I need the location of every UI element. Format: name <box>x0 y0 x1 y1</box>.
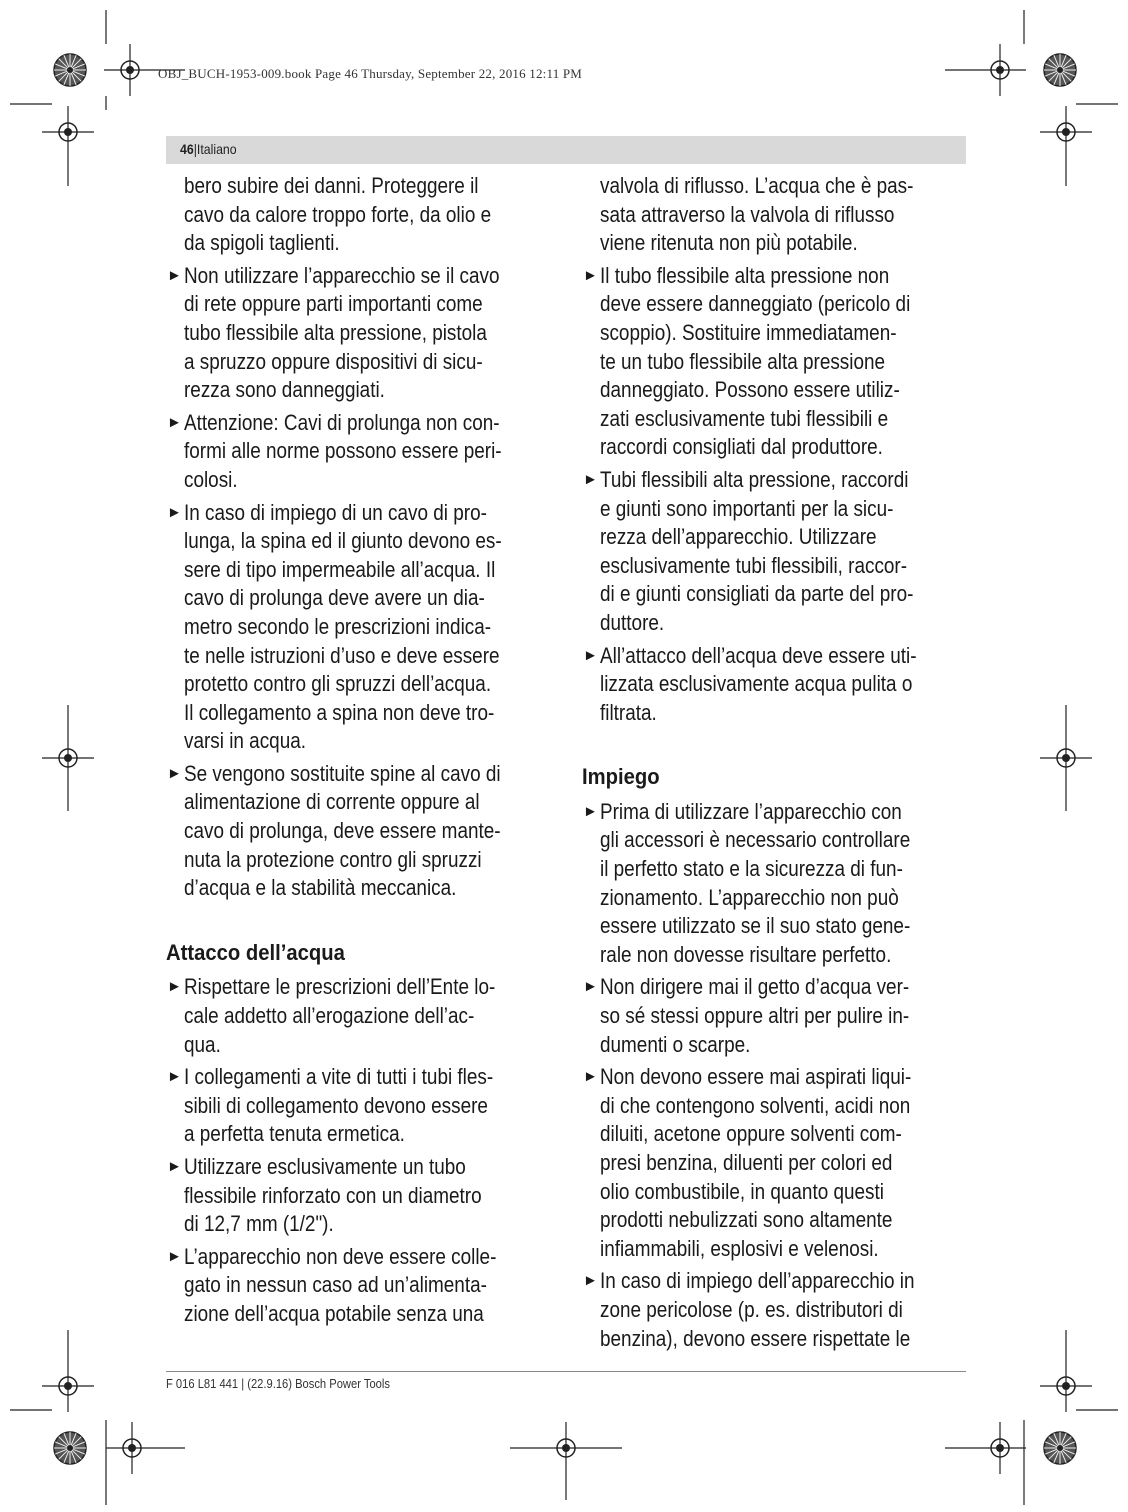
bullet-item <box>166 1153 552 1239</box>
text-line: tubo flessibile alta pressione, pistola <box>184 319 487 345</box>
text-line: te un tubo flessibile alta pressione <box>600 348 886 374</box>
bullet-item <box>582 798 968 970</box>
text-line: e giunti sono importanti per la sicu- <box>600 495 894 521</box>
text-line: so sé stessi oppure altri per pulire in- <box>600 1003 910 1029</box>
bullet-item <box>582 973 968 1059</box>
text-line: infiammabili, esplosivi e velenosi. <box>600 1235 879 1261</box>
text-line: metro secondo le prescrizioni indica- <box>184 613 492 639</box>
text-line: zone pericolose (p. es. distributori di <box>600 1296 903 1322</box>
text-line: Il tubo flessibile alta pressione non <box>600 262 890 288</box>
left-column <box>166 172 552 1333</box>
bullet-item <box>166 499 552 756</box>
text-line: viene ritenuta non più potabile. <box>600 230 858 256</box>
text-line: deve essere danneggiato (pericolo di <box>600 291 911 317</box>
text-line: Rispettare le prescrizioni dell’Ente lo- <box>184 974 496 1000</box>
text-line: protetto contro gli spruzzi dell’acqua. <box>184 671 492 697</box>
text-line: a perfetta tenuta ermetica. <box>184 1121 405 1147</box>
text-line: lizzata esclusivamente acqua pulita o <box>600 671 913 697</box>
header-separator: | <box>193 141 197 157</box>
bullet-item <box>166 973 552 1059</box>
text-line: rezza dell’apparecchio. Utilizzare <box>600 524 877 550</box>
bullet-item <box>166 1243 552 1329</box>
text-line: scoppio). Sostituire immediatamen- <box>600 319 897 345</box>
bullet-arrow-icon: ► <box>583 802 598 820</box>
text-line: benzina), devono essere rispettate le <box>600 1325 911 1351</box>
bullet-arrow-icon: ► <box>167 1247 182 1265</box>
bullet-item <box>582 262 968 462</box>
text-line: I collegamenti a vite di tutti i tubi fles- <box>184 1064 494 1090</box>
text-line: Non devono essere mai aspirati liqui- <box>600 1064 912 1090</box>
text-line: Non dirigere mai il getto d’acqua ver- <box>600 974 910 1000</box>
text-line: zionamento. L’apparecchio non può <box>600 884 899 910</box>
text-line: danneggiato. Possono essere utiliz- <box>600 377 900 403</box>
bullet-item <box>166 262 552 405</box>
text-line: rale non dovesse risultare perfetto. <box>600 941 892 967</box>
bullet-arrow-icon: ► <box>167 1068 182 1086</box>
bullet-item <box>582 1063 968 1263</box>
crosshair-left-upper <box>42 106 94 158</box>
text-line: In caso di impiego dell’apparecchio in <box>600 1268 915 1294</box>
text-line: da spigoli taglienti. <box>184 230 340 256</box>
right-column <box>582 172 968 1357</box>
text-line: gli accessori è necessario controllare <box>600 827 911 853</box>
text-line: esclusivamente tubi flessibili, raccor- <box>600 552 908 578</box>
crosshair-top-left <box>104 44 156 96</box>
text-line: In caso di impiego di un cavo di pro- <box>184 499 487 525</box>
text-line: cale addetto all’erogazione dell’ac- <box>184 1003 475 1029</box>
crosshair-left-lower <box>42 1360 94 1412</box>
text-line: Non utilizzare l’apparecchio se il cavo <box>184 262 500 288</box>
text-line: te nelle istruzioni d’uso e deve essere <box>184 642 500 668</box>
text-line: Utilizzare esclusivamente un tubo <box>184 1154 466 1179</box>
bullet-item <box>582 642 968 728</box>
page-number: 46 <box>180 141 194 157</box>
text-line: di 12,7 mm (1/2"). <box>184 1211 334 1237</box>
text-line: di che contengono solventi, acidi non <box>600 1092 911 1118</box>
bullet-item <box>166 409 552 495</box>
text-line: Prima di utilizzare l’apparecchio con <box>600 798 902 824</box>
color-wheel-top-right <box>1044 54 1076 86</box>
bullet-arrow-icon: ► <box>583 978 598 996</box>
text-line: duttore. <box>600 609 665 635</box>
text-line: prodotti nebulizzati sono altamente <box>600 1207 893 1233</box>
text-line: lunga, la spina ed il giunto devono es- <box>184 528 502 554</box>
text-line: cavo di prolunga, deve essere mante- <box>184 818 501 844</box>
text-line: olio combustibile, in quanto questi <box>600 1178 884 1204</box>
footer-rule <box>166 1371 966 1372</box>
bullet-arrow-icon: ► <box>583 1272 598 1290</box>
text-line: zione dell’acqua potabile senza una <box>184 1300 484 1326</box>
text-line: nuta la protezione contro gli spruzzi <box>184 846 482 872</box>
crosshair-bottom-center <box>540 1422 592 1474</box>
text-line: d’acqua e la stabilità meccanica. <box>184 875 457 901</box>
bullet-arrow-icon: ► <box>583 1068 598 1086</box>
text-line: zati esclusivamente tubi flessibili e <box>600 405 889 431</box>
crosshair-bottom-left <box>106 1422 158 1474</box>
bullet-arrow-icon: ► <box>167 764 182 782</box>
color-wheel-top-left <box>54 54 86 86</box>
text-line: sibili di collegamento devono essere <box>184 1092 488 1118</box>
text-line: raccordi consigliati dal produttore. <box>600 434 883 460</box>
text-line: Il collegamento a spina non deve tro- <box>184 699 495 725</box>
bullet-arrow-icon: ► <box>167 1158 182 1175</box>
text-line: varsi in acqua. <box>184 728 306 754</box>
text-line: gato in nessun caso ad un’alimenta- <box>184 1272 487 1298</box>
color-wheel-bottom-right <box>1044 1432 1076 1464</box>
bullet-arrow-icon: ► <box>167 503 182 521</box>
text-line: sata attraverso la valvola di riflusso <box>600 201 895 227</box>
text-line: bero subire dei danni. Proteggere il <box>184 173 479 198</box>
bullet-arrow-icon: ► <box>583 266 598 284</box>
text-line: essere utilizzato se il suo stato gene- <box>600 913 911 939</box>
color-wheel-bottom-left <box>54 1432 86 1464</box>
text-line: colosi. <box>184 466 238 492</box>
crosshair-top-right <box>974 44 1026 96</box>
text-line: qua. <box>184 1031 221 1057</box>
page-header <box>180 141 237 157</box>
text-line: All’attacco dell’acqua deve essere uti- <box>600 642 917 668</box>
crosshair-right-upper <box>1040 106 1092 158</box>
section-heading: Impiego <box>582 764 660 790</box>
bullet-item <box>166 1063 552 1149</box>
crosshair-bottom-right <box>974 1422 1026 1474</box>
text-line: Se vengono sostituite spine al cavo di <box>184 760 501 786</box>
text-line: il perfetto stato e la sicurezza di fun- <box>600 856 903 882</box>
section-heading: Attacco dell’acqua <box>166 939 345 965</box>
text-line: L’apparecchio non deve essere colle- <box>184 1243 497 1269</box>
text-line: sere di tipo impermeabile all’acqua. Il <box>184 556 496 582</box>
text-line: presi benzina, diluenti per colori ed <box>600 1150 893 1175</box>
text-line: flessibile rinforzato con un diametro <box>184 1182 482 1208</box>
text-line: Tubi flessibili alta pressione, raccordi <box>600 466 909 492</box>
text-line: alimentazione di corrente oppure al <box>184 789 480 815</box>
text-line: filtrata. <box>600 699 657 725</box>
crosshair-right-lower <box>1040 1360 1092 1412</box>
text-line: Attenzione: Cavi di prolunga non con- <box>184 409 500 435</box>
text-line: dumenti o scarpe. <box>600 1031 751 1057</box>
bullet-arrow-icon: ► <box>167 413 182 431</box>
crosshair-left-middle <box>42 732 94 784</box>
page-footer: F 016 L81 441 | (22.9.16) Bosch Power Tools <box>166 1376 390 1391</box>
header-language: Italiano <box>196 141 237 157</box>
bullet-item <box>166 760 552 903</box>
text-line: di rete oppure parti importanti come <box>184 291 483 317</box>
text-line: cavo di prolunga deve avere un dia- <box>184 585 485 611</box>
continued-paragraph <box>166 172 552 258</box>
text-line: valvola di riflusso. L’acqua che è pas- <box>600 173 914 198</box>
continued-paragraph <box>582 172 968 258</box>
text-line: rezza sono danneggiati. <box>184 377 385 403</box>
bullet-arrow-icon: ► <box>583 470 598 488</box>
print-slug: OBJ_BUCH-1953-009.book Page 46 Thursday, September 22, 2016 12:11 PM <box>158 66 583 81</box>
text-line: cavo da calore troppo forte, da olio e <box>184 201 492 227</box>
page-header-bar <box>166 136 966 164</box>
bullet-item <box>582 1267 968 1353</box>
bullet-item <box>582 466 968 638</box>
bullet-arrow-icon: ► <box>167 978 182 996</box>
text-line: di e giunti consigliati da parte del pro- <box>600 581 914 607</box>
crosshair-right-middle <box>1040 732 1092 784</box>
text-line: formi alle norme possono essere peri- <box>184 438 502 464</box>
text-line: a spruzzo oppure dispositivi di sicu- <box>184 348 483 374</box>
bullet-arrow-icon: ► <box>167 266 182 284</box>
text-line: diluiti, acetone oppure solventi com- <box>600 1121 902 1147</box>
bullet-arrow-icon: ► <box>583 646 598 664</box>
